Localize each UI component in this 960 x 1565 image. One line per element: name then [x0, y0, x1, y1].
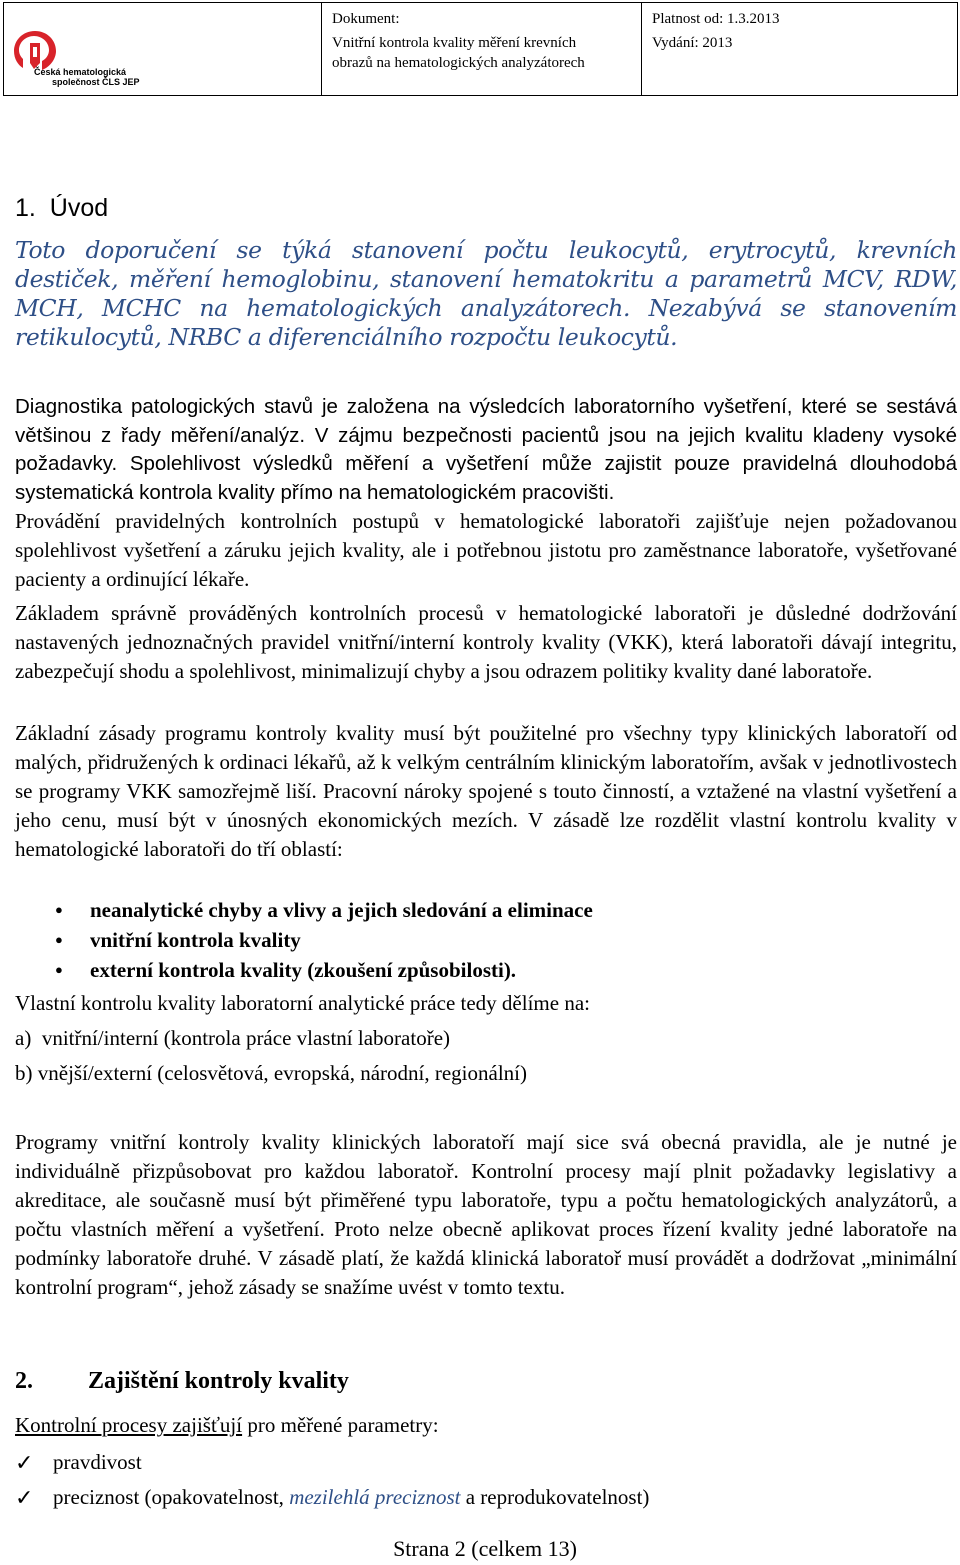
- section2-number: 2.: [15, 1368, 33, 1394]
- list-item: [15, 1480, 649, 1515]
- check-text-italic: mezilehlá preciznost: [289, 1485, 461, 1509]
- paragraph-programs: Programy vnitřní kontroly kvality klinických laboratoří mají sice svá obecná pravidla, ale je nutné je individuálně přizpůsobovat pro každou laboratoř. Kontrolní procesy mají plnit požadavky legislativy a akreditace, ale současně musí být přiměřené typu laboratoře, typu a počtu hematologických analyzátorů, a počtu vlastních měření a vyšetření. Proto nelze obecně aplikovat proces řízení kvality jedné laboratoře na podmínky laboratoře druhé. V zásadě platí, že každá klinická laboratoř musí provádět a dodržovat „minimální kontrolní program“, jehož zásady se snažíme uvést v tomto textu.: [15, 1130, 957, 1299]
- section2-title: Zajištění kontroly kvality: [88, 1368, 349, 1394]
- check-text: preciznost (opakovatelnost,: [53, 1485, 290, 1509]
- paragraph-principles: Základní zásady programu kontroly kvality musí být použitelné pro všechny typy klinických laboratoří od malých, přidružených k ordinaci lékařů, až k velkým centrálním klinickým laboratořím, avšak v jednotlivostech se programy VKK samozřejmě liší. Pracovní nároky spojené s touto činností, a vztažené na vlastní vyšetření a jeho cenu, musí být v únosných ekonomických mezích. V zásadě lze rozdělit vlastní kontrolu kvality v hematologické laboratoři do tří oblastí:: [15, 721, 957, 861]
- section2-heading: [15, 1368, 349, 1395]
- document-header: [3, 2, 958, 96]
- paragraph-division: Vlastní kontrolu kvality laboratorní analytické práce tedy dělíme na:: [15, 991, 590, 1015]
- list-item: [15, 1445, 649, 1480]
- valid-from: Platnost od: 1.3.2013: [652, 11, 780, 27]
- paragraph-basis: Základem správně prováděných kontrolních procesů v hematologické laboratoři je důsledné dodržování nastavených jednoznačných pravidel vnitřní/interní kontroly kvality (VKK), která laboratoři dávají integritu, zabezpečují shodu a spolehlivost, minimalizují chyby a jsou odrazem politiky kvality dané laboratoře.: [15, 601, 957, 683]
- intro-paragraph: Toto doporučení se týká stanovení počtu leukocytů, erytrocytů, krevních destiček, měření hemoglobinu, stanovení hematokritu a parametrů MCV, RDW, MCH, MCHC na hematologických analyzátorech. Nezabývá se stanovením retikulocytů, NRBC a diferenciálního rozpočtu leukocytů.: [15, 236, 957, 351]
- check-text: pravdivost: [53, 1450, 142, 1474]
- page-number: Strana 2 (celkem 13): [393, 1536, 577, 1561]
- document-title-cell: [322, 3, 642, 95]
- lead-rest: pro měřené parametry:: [242, 1413, 439, 1437]
- issue: Vydání: 2013: [652, 35, 733, 51]
- paragraph-diagnostics: Diagnostika patologických stavů je založena na výsledcích laboratorního vyšetření, které se sestává většinou z řady měření/analýz. V zájmu bezpečnosti pacientů jsou na jejich kvalitu kladeny vysoké požadavky. Spolehlivost výsledků měření a vyšetření může zajistit pouze pravidelná dlouhodobá systematická kontrola kvality přímo na hematologickém pracovišti.: [15, 395, 957, 504]
- checkmark-icon: ✓: [15, 1450, 34, 1475]
- section2-lead: [15, 1411, 439, 1440]
- section1-heading: [15, 194, 108, 223]
- section1-title: Úvod: [49, 194, 109, 222]
- doc-title-line1: Vnitřní kontrola kvality měření krevních: [332, 35, 577, 51]
- parameters-checklist: [15, 1445, 649, 1515]
- lead-underlined: Kontrolní procesy zajišťují: [15, 1413, 243, 1437]
- item-b: b) vnější/externí (celosvětová, evropská, národní, regionální): [15, 1061, 527, 1085]
- list-item: ● neanalytické chyby a vlivy a jejich sledování a eliminace: [15, 895, 593, 925]
- section1-number: 1.: [15, 194, 36, 222]
- checkmark-icon: ✓: [15, 1485, 34, 1510]
- logo-text: [34, 67, 140, 87]
- validity-cell: [642, 3, 957, 95]
- item-a: a) vnitřní/interní (kontrola práce vlastní laboratoře): [15, 1026, 451, 1050]
- check-text-end: a reprodukovatelnost): [460, 1485, 650, 1509]
- logo-text-line2: společnost ČLS JEP: [52, 77, 140, 87]
- logo-cell: [4, 3, 322, 95]
- areas-list: [15, 895, 593, 985]
- logo-text-line1: Česká hematologická: [34, 67, 127, 77]
- list-item: ● vnitřní kontrola kvality: [15, 925, 593, 955]
- doc-title-line2: obrazů na hematologických analyzátorech: [332, 55, 585, 71]
- doc-label: Dokument:: [332, 11, 400, 27]
- paragraph-procedures: Provádění pravidelných kontrolních postupů v hematologické laboratoři zajišťuje nejen požadovanou spolehlivost vyšetření a záruku jejich kvality, ale i potřebnou jistotu pro zaměstnance laboratoře, vyšetřované pacienty a ordinující lékaře.: [15, 509, 957, 591]
- list-item: ● externí kontrola kvality (zkoušení způsobilosti).: [15, 955, 593, 985]
